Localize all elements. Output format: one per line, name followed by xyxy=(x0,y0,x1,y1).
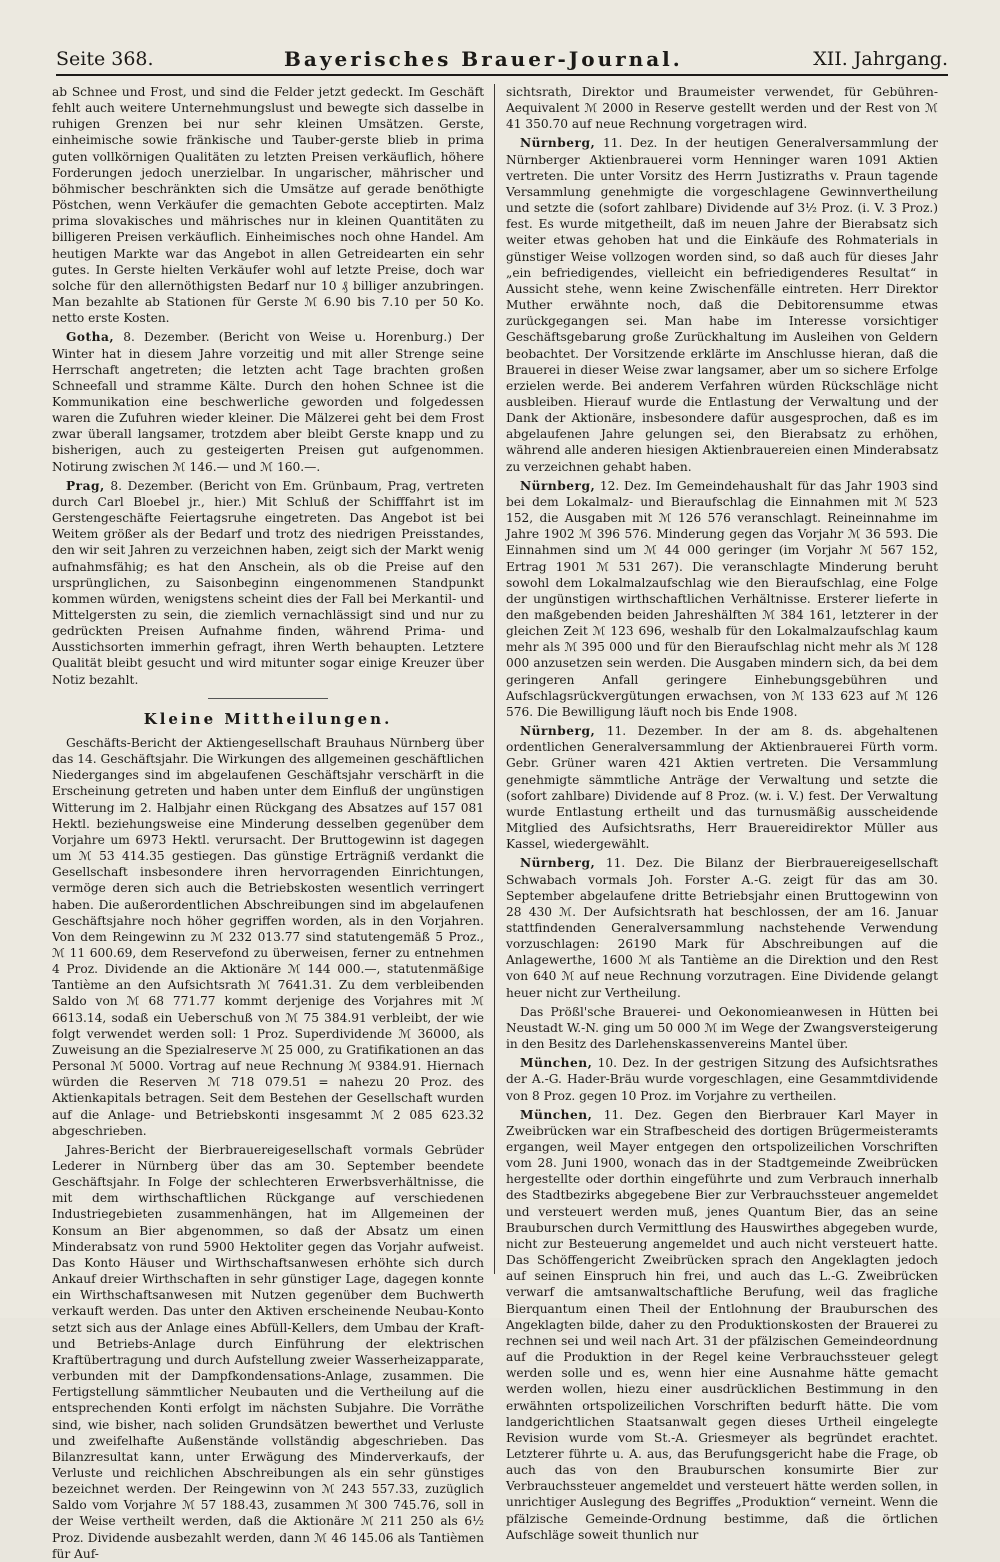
column-divider xyxy=(494,84,495,1274)
notice-fuerth xyxy=(506,723,938,852)
notice-text: 12. Dez. Im Gemeindehaushalt für das Jahr 1903 sind bei dem Lokalmalz- und Bieraufschlag die Einnahmen mit ℳ 523 152, die Ausgaben mit ℳ 126 576 veranschlagt. Reineinnahme im Jahre 1902 ℳ 396 576. Minderung gegen das Vorjahr ℳ 36 593. Die Einnahmen sind um ℳ 44 000 geringer (im Vorjahr ℳ 567 152, Ertrag 1901 ℳ 531 267). Die veranschlagte Minderung beruht sowohl dem Lokalmalzaufschlag wie den Bieraufschlag, eine Folge der ungünstigen wirthschaftlichen Verhältnisse. Ersterer lieferte in den maßgebenden beiden Jahreshälften ℳ 384 161, letzterer in der gleichen Zeit ℳ 123 696, weshalb für den Lokalmalzaufschlag kaum mehr als ℳ 395 000 und für den Bieraufschlag nicht mehr als ℳ 128 000 anzusetzen sein werden. Die Ausgaben mindern sich, da bei dem geringeren Anfall geringere Einhebungsgebühren und Aufschlagsrückvergütungen erwachsen, von ℳ 133 623 auf ℳ 126 576. Die Bewilligung läuft noch bis Ende 1908. xyxy=(506,478,938,719)
notice-henninger xyxy=(506,135,938,474)
volume-label: XII. Jahrgang. xyxy=(813,48,948,70)
city-label: München, xyxy=(520,1056,593,1071)
left-column xyxy=(52,84,484,1561)
report-gotha xyxy=(52,329,484,474)
market-report-continuation: ab Schnee und Frost, und sind die Felder jetzt gedeckt. Im Geschäft fehlt auch weitere Unternehmungslust und bewegte sich dasselbe in ruhigen Grenzen bei nur sehr kleinen Umsätzen. Gerste, einheimische sowie fränkische und Tauber-gerste blieb in prima guten vollkörnigen Qualitäten zu letzten Preisen verkäuflich, höhere Forderungen jedoch unerzielbar. In ungarischer, mährischer und böhmischer beschränkten sich die Umsätze auf gerade benöthigte Pöstchen, wenn Verkäufer die gemachten Gebote acceptirten. Malz prima slovakisches und mährisches nur in kleinen Quantitäten zu billigeren Preisen verkäuflich. Einheimisches noch ohne Handel. Am heutigen Markte war das Angebot in allen Getreidearten ein sehr gutes. In Gerste hielten Verkäufer wohl auf letzte Preise, doch war solche für den allernöthigsten Bedarf nur 10 ₰ billiger anzubringen. Man bezahlte ab Stationen für Gerste ℳ 6.90 bis 7.10 per 50 Ko. netto erste Kosten. xyxy=(52,85,484,326)
notice-continuation: sichtsrath, Direktor und Braumeister verwendet, für Gebühren-Aequivalent ℳ 2000 in Reserve gestellt werden und der Rest von ℳ 41 350.70 auf neue Rechnung vorgetragen wird. xyxy=(506,85,938,132)
notice-text: 11. Dez. Gegen den Bierbrauer Karl Mayer in Zweibrücken war ein Strafbescheid des dortigen Brügermeisteramts ergangen, weil Mayer entgegen den ortspolizeilichen Vorschriften vom 28. Juni 1900, wonach das in der Stadtgemeinde Zweibrücken hergestellte oder dorthin eingeführte und zum Verbrauch innerhalb des Stadtbezirks abgegebene Bier zur Verbrauchssteuer angemeldet und versteuert werden muß, jenes Quantum Bier, das an seine Brauburschen durch Vermittlung des Hauswirthes abgegeben wurde, nicht zur Besteuerung angemeldet und auch nicht versteuert hatte. Das Schöffengericht Zweibrücken sprach den Angeklagten jedoch auf seinen Einspruch hin frei, und auch das L.-G. Zweibrücken verwarf die amtsanwaltschaftliche Berufung, weil das fragliche Bierquantum einen Theil der Entlohnung der Brauburschen des Angeklagten bilde, daher zu den Produktionskosten der Brauerei zu rechnen sei und weil nach Art. 31 der pfälzischen Gemeindeordnung auf die Produktion in der Regel keine Verbrauchssteuer gelegt werden solle und es, wenn hier eine Ausnahme hätte gemacht werden wollen, hiezu einer ausdrücklichen Bestimmung in den erwähnten ortspolizeilichen Vorschriften bedurft hätte. Die vom landgerichtlichen Staatsanwalt gegen dieses Urtheil eingelegte Revision wurde vom St.-A. Griesmeyer als begründet erachtet. Letzterer führte u. A. aus, das Berufungsgericht habe die Frage, ob auch das von den Brauburschen konsumirte Bier zur Verbrauchssteuer angemeldet und versteuert hätte werden sollen, in unrichtiger Auslegung des Begriffes „Produktion“ verneint. Wenn die pfälzische Gemeinde-Ordnung bestimme, daß die örtlichen Aufschläge soweit thunlich nur xyxy=(506,1107,938,1542)
notice-brauhaus-nuernberg: Geschäfts-Bericht der Aktiengesellschaft Brauhaus Nürnberg über das 14. Geschäftsjahr. Die Wirkungen des allgemeinen geschäftlichen Niederganges sind im abgelaufenen Geschäftsjahr verschärft in die Erscheinung getreten und haben unter dem Einfluß der ungünstigen Witterung im 2. Halbjahr einen Rückgang des Absatzes auf 157 081 Hektl. beziehungsweise eine Minderung desselben gegenüber dem Vorjahre um 6973 Hektl. verursacht. Der Bruttogewinn ist dagegen um ℳ 53 414.35 gestiegen. Das günstige Erträgniß verdankt die Gesellschaft insbesondere ihren hervorragenden Einrichtungen, vermöge deren sich auch die Betriebskosten wesentlich verringert haben. Die außerordentlichen Abschreibungen sind im abgelaufenen Geschäftsjahre noch höher gegriffen worden, als in den Vorjahren. Von dem Reingewinn zu ℳ 232 013.77 sind statutengemäß 5 Proz., ℳ 11 600.69, dem Reservefond zu überweisen, ferner zu entnehmen 4 Proz. Dividende an die Aktionäre ℳ 144 000.—, statutenmäßige Tantième an den Aufsichtsrath ℳ 7641.31. Zu dem verbleibenden Saldo von ℳ 68 771.77 kommt derjenige des Vorjahres mit ℳ 6613.14, sodaß ein Ueberschuß von ℳ 75 384.91 verbleibt, der wie folgt verwendet werden soll: 1 Proz. Superdividende ℳ 36000, als Zuweisung an die Spezialreserve ℳ 25 000, zu Gratifikationen an das Personal ℳ 5000. Vortrag auf neue Rechnung ℳ 9384.91. Hiernach würden die Reserven ℳ 718 079.51 = nahezu 20 Proz. des Aktienkapitals betragen. Seit dem Bestehen der Gesellschaft wurden auf die Anlage- und Betriebskonti insgesammt ℳ 2 085 623.32 abgeschrieben. xyxy=(52,735,484,1138)
city-label: München, xyxy=(520,1107,593,1122)
notice-text: 11. Dez. In der heutigen Generalversammlung der Nürnberger Aktienbrauerei vorm Henninger waren 1091 Aktien vertreten. Die unter Vorsitz des Herrn Justizraths v. Praun tagende Versammlung genehmigte die vorgeschlagene Gewinnvertheilung und setzte die (sofort zahlbare) Dividende auf 3½ Proz. (i. V. 3 Proz.) fest. Es wurde mitgetheilt, daß im neuen Jahre der Bierabsatz sich weiter etwas gehoben hat und die Einkäufe des Rohmaterials in günstiger Weise vollzogen worden sind, so daß auch für dieses Jahr „ein befriedigendes, vielleicht ein befriedigenderes Resultat“ in Aussicht stehe, wenn keine Zwischenfälle eintreten. Herr Direktor Muther erwähnte noch, daß die Debitorensumme etwas zurückgegangen sei. Man habe im Interesse vorsichtiger Geschäftsgebarung große Zurückhaltung im Ausleihen von Geldern beobachtet. Der Vorsitzende erklärte im Anschlusse hieran, daß die Brauerei in dieser Weise zwar langsamer, aber um so sichere Erfolge erzielen werde. Bei anderem Verfahren würden Rückschläge nicht ausbleiben. Hierauf wurde die Entlastung der Verwaltung und der Dank der Aktionäre, insbesondere dafür ausgesprochen, daß es im abgelaufenen Jahre gelungen sei, den Bierabsatz zu erhöhen, während alle anderen hiesigen Aktienbrauereien einen Minderabsatz zu verzeichnen gehabt haben. xyxy=(506,136,938,474)
city-label: Gotha, xyxy=(66,330,115,345)
notice-gemeindehaushalt xyxy=(506,478,938,720)
notice-lederer: Jahres-Bericht der Bierbrauereigesellschaft vormals Gebrüder Lederer in Nürnberg über das am 30. September beendete Geschäftsjahr. In Folge der schlechteren Erwerbsverhältnisse, die mit dem wirthschaftlichen Rückgange auf verschiedenen Industriegebieten zusammenhängen, hat im Allgemeinen der Konsum an Bier abgenommen, so daß der Absatz um einen Minderabsatz von rund 5900 Hektoliter gegen das Vorjahr aufweist. Das Konto Häuser und Wirthschaftsanwesen erhöhte sich durch Ankauf dreier Wirthschaften in sehr günstiger Lage, dagegen konnte ein Wirthschaftsanwesen mit Nutzen gegenüber dem Buchwerth verkauft werden. Das unter den Aktiven erscheinende Neubau-Konto setzt sich aus der Anlage eines Abfüll-Kellers, dem Umbau der Kraft- und Betriebs-Anlage durch Einführung der elektrischen Kraftübertragung und durch Aufstellung zweier Wasserheizapparate, verbunden mit der Dampfkondensations-Anlage, zusammen. Die Fertigstellung sämmtlicher Neubauten und die Vertheilung auf die entsprechenden Konti erfolgt im nächsten Subjahre. Die Vorräthe sind, wie bisher, nach soliden Grundsätzen bewerthet und Verluste und zweifelhafte Außenstände vollständig abgeschrieben. Das Bilanzresultat kann, unter Erwägung des Minderverkaufs, der Verluste und reichlichen Abschreibungen als ein sehr günstiges bezeichnet werden. Der Reingewinn von ℳ 243 557.33, zuzüglich Saldo vom Vorjahre ℳ 57 188.43, zusammen ℳ 300 745.76, soll in der Weise vertheilt werden, daß die Aktionäre ℳ 211 250 als 6½ Proz. Dividende ausbezahlt werden, dann ℳ 46 145.06 als Tantièmen für Auf- xyxy=(52,1142,484,1561)
city-label: Nürnberg, xyxy=(520,136,596,151)
page-number: Seite 368. xyxy=(56,48,154,70)
city-label: Nürnberg, xyxy=(520,724,596,739)
notice-hader-braeu xyxy=(506,1055,938,1103)
city-label: Nürnberg, xyxy=(520,856,596,871)
city-label: Nürnberg, xyxy=(520,478,596,493)
journal-title: Bayerisches Brauer-Journal. xyxy=(284,47,683,71)
report-prag xyxy=(52,478,484,688)
notice-schwabach xyxy=(506,855,938,1000)
report-text: 8. Dezember. (Bericht von Em. Grünbaum, Prag, vertreten durch Carl Bloebel jr., hier.) Mit Schluß der Schifffahrt ist im Gerstengeschäfte Feiertagsruhe eingetreten. Das Angebot ist bei Weitem größer als der Bedarf und trotz des niedrigen Preisstandes, den wir seit Jahren zu verzeichnen haben, zeigt sich der Markt wenig aufnahmsfähig; es hat den Anschein, als ob die Preise auf den ursprünglichen, zu Saisonbeginn eingenommenen Standpunkt kommen würden, wenigstens scheint dies der Fall bei Merkantil- und Mittelgersten zu sein, die ziemlich vernachlässigt sind und nur zu gedrückten Preisen Aufnahme finden, während Prima- und Ausstichsorten immerhin gefragt, ihren Werth behaupten. Letztere Qualität bleibt gesucht und wird mitunter sogar einige Kreuzer über Notiz bezahlt. xyxy=(52,478,484,687)
section-heading: Kleine Mittheilungen. xyxy=(143,709,393,728)
notice-proessl: Das Prößl'sche Brauerei- und Oekonomieanwesen in Hütten bei Neustadt W.-N. ging um 50 000 ℳ im Wege der Zwangsversteigerung in den Besitz des Darlehenskassenvereins Mantel über. xyxy=(506,1004,938,1052)
notice-text: 11. Dez. Die Bilanz der Bierbrauereigesellschaft Schwabach vormals Joh. Forster A.-G. zeigt für das am 30. September abgelaufene dritte Betriebsjahr einen Bruttogewinn von 28 430 ℳ. Der Aufsichtsrath hat beschlossen, der am 16. Januar stattfindenden Generalversammlung nachstehende Verwendung vorzuschlagen: 26190 Mark für Abschreibungen auf die Anlagewerthe, 1600 ℳ als Tantième an die Direktion und den Rest von 640 ℳ auf neue Rechnung vorzutragen. Eine Dividende gelangt heuer nicht zur Vertheilung. xyxy=(506,856,938,1000)
notice-zweibruecken xyxy=(506,1107,938,1543)
city-label: Prag, xyxy=(66,478,105,493)
notice-text: 11. Dezember. In der am 8. ds. abgehaltenen ordentlichen Generalversammlung der Aktienbrauerei Fürth vorm. Gebr. Grüner waren 421 Aktien vertreten. Die Versammlung genehmigte sämmtliche Anträge der Verwaltung und setzte die (sofort zahlbare) Dividende auf 8 Proz. (w. i. V.) fest. Der Verwaltung wurde Entlastung ertheilt und das turnusmäßig ausscheidende Mitglied des Aufsichtsraths, Herr Brauereidirektor Müller aus Kassel, wiedergewählt. xyxy=(506,724,938,852)
report-text: 8. Dezember. (Bericht von Weise u. Horenburg.) Der Winter hat in diesem Jahre vorzeitig und mit aller Strenge seine Herrschaft angetreten; die letzten acht Tage brachten großen Schneefall und stramme Kälte. Durch den hohen Schnee ist die Kommunikation eine beschwerliche geworden und folgedessen waren die Zufuhren wieder kleiner. Die Mälzerei geht bei dem Frost zwar überall langsamer, trotzdem aber bleibt Gerste knapp und zu bisherigen, auch zu gesteigerten Preisen gut aufgenommen. Notirung zwischen ℳ 146.— und ℳ 160.—. xyxy=(52,330,484,474)
section-divider xyxy=(208,698,328,699)
page-header xyxy=(56,44,948,76)
notice-text: 10. Dez. In der gestrigen Sitzung des Aufsichtsrathes der A.-G. Hader-Bräu wurde vorgeschlagen, eine Gesammtdividende von 8 Proz. gegen 10 Proz. im Vorjahre zu vertheilen. xyxy=(506,1056,938,1103)
right-column xyxy=(506,84,938,1542)
